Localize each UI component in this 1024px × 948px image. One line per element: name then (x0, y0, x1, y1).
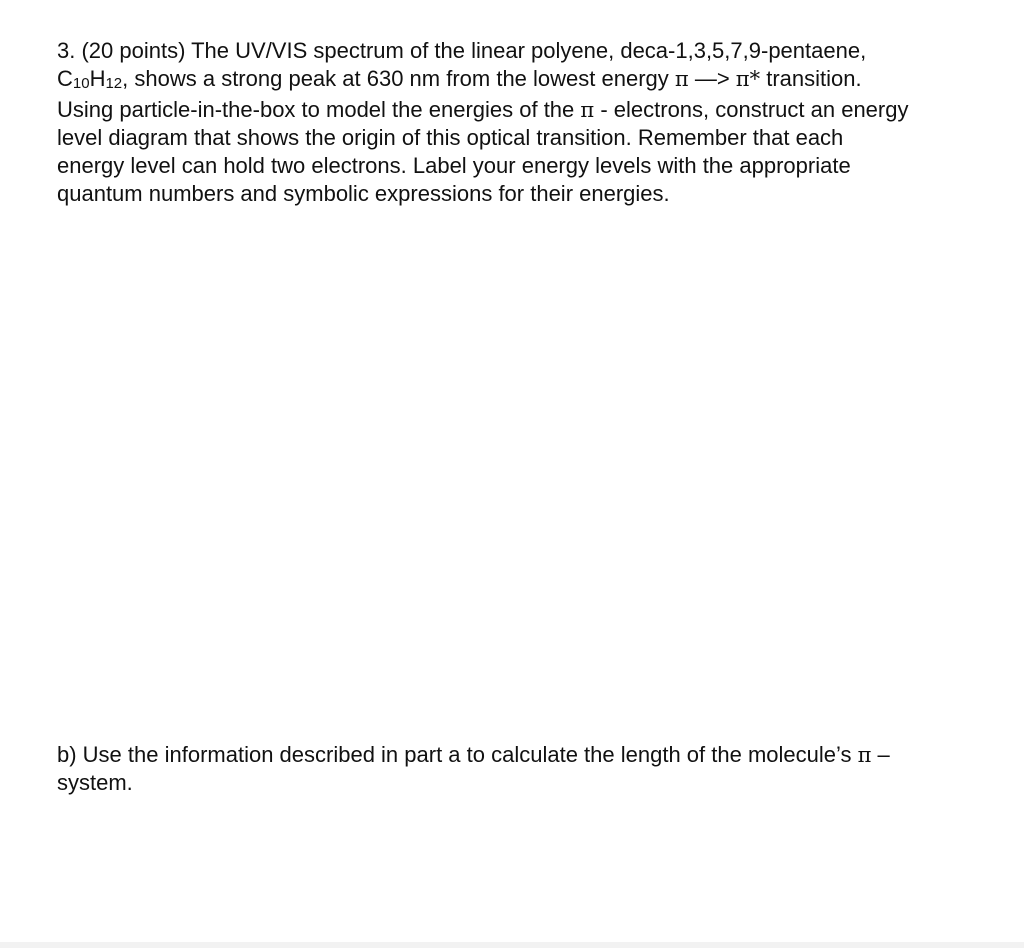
question-part-b (57, 741, 1007, 797)
transition-arrow: —> (688, 66, 736, 91)
question-line-3-end: - electrons, construct an energy (594, 97, 909, 122)
part-b-dash: – (871, 742, 890, 767)
page-bottom-edge (0, 942, 1024, 948)
question-line-1: 3. (20 points) The UV/VIS spectrum of the linear polyene, deca-1,3,5,7,9-pentaene, (57, 38, 867, 63)
pi-symbol: π (674, 67, 689, 91)
part-b-line-1 (57, 741, 1007, 769)
carbon-symbol: C (57, 66, 73, 91)
pi-symbol: π (580, 98, 595, 122)
question-line-6: quantum numbers and symbolic expressions for their energies. (57, 181, 670, 206)
part-b-line-2: system. (57, 770, 133, 795)
pi-star-symbol: π* (735, 67, 761, 91)
question-line-2 (57, 65, 1007, 96)
question-line-2-text: , shows a strong peak at 630 nm from the lowest energy (122, 66, 675, 91)
question-line-2-end: transition. (760, 66, 862, 91)
hydrogen-symbol: H (89, 66, 106, 91)
part-b-line-1-text: b) Use the information described in part a to calculate the length of the molecule’s (57, 742, 858, 767)
carbon-subscript: 10 (72, 75, 90, 92)
question-line-4: level diagram that shows the origin of this optical transition. Remember that each (57, 125, 844, 150)
question-3 (57, 37, 1007, 208)
question-line-3 (57, 96, 1007, 124)
hydrogen-subscript: 12 (105, 75, 123, 92)
pi-symbol: π (857, 743, 872, 767)
question-line-3-text: Using particle-in-the-box to model the energies of the (57, 97, 581, 122)
question-line-5: energy level can hold two electrons. Label your energy levels with the appropriate (57, 153, 851, 178)
